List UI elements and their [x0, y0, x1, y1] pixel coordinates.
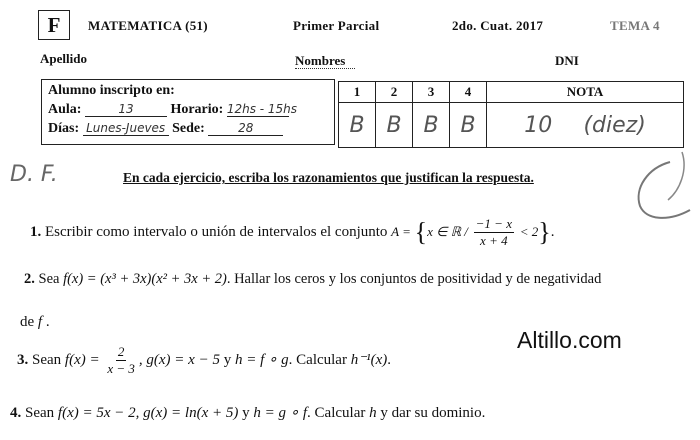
- exam-name: Primer Parcial: [293, 18, 380, 33]
- corrector-signature-icon: [610, 140, 700, 230]
- grade-mark-2: [376, 103, 413, 148]
- grade-mark-3-text: B: [423, 112, 439, 138]
- student-info-box: [41, 79, 335, 145]
- grade-mark-4: [450, 103, 487, 148]
- exercise-2-formula: f(x) = (x³ + 3x)(x² + 3x + 2): [63, 271, 227, 287]
- grade-header-1: 1: [339, 82, 376, 103]
- dias-row: [48, 121, 283, 137]
- exam-letter-box: F: [38, 10, 70, 40]
- apellido-label: Apellido: [40, 51, 87, 66]
- exercise-4-y: y: [242, 405, 250, 421]
- exercise-4-text-b: . Calcular: [307, 405, 366, 421]
- close-brace-icon: }: [538, 217, 551, 247]
- exercise-1-fraction-den: x + 4: [480, 233, 508, 248]
- nombres-label: Nombres: [295, 53, 346, 68]
- exercise-2-cont-f: f: [37, 314, 43, 330]
- exercise-3-text-a: Sean: [32, 351, 62, 368]
- horario-value: 12hs - 15hs: [226, 102, 298, 116]
- aula-label: Aula:: [48, 102, 82, 117]
- exercise-4-number: 4.: [10, 405, 22, 421]
- sede-value: 28: [208, 121, 283, 136]
- exercise-3-fraction-num: 2: [117, 344, 125, 359]
- instruction-text: En cada ejercicio, escriba los razonamientos que justifican la respuesta.: [123, 170, 534, 185]
- exercise-3: 3. Sean f(x) = $\frac{2}{x - 3}$ , g(x) = x − 5 y h = f ∘ g. Calcular h⁻¹(x).: [17, 344, 392, 376]
- grade-header-2: 2: [376, 82, 413, 103]
- exercise-2-text-b: . Hallar los ceros y los conjuntos de positividad y de negatividad: [226, 271, 602, 287]
- exercise-3-g: , g(x) = x − 5: [138, 351, 220, 368]
- grade-mark-3: [413, 103, 450, 148]
- exercise-2: [24, 271, 601, 288]
- horario-label: Horario:: [170, 102, 224, 117]
- dni-label: DNI: [555, 53, 579, 68]
- watermark: Altillo.com: [517, 327, 622, 353]
- exercise-4-h2: h: [369, 405, 377, 421]
- exercise-3-number: 3.: [17, 351, 29, 368]
- exercise-3-fraction-den: x − 3: [107, 361, 135, 376]
- grades-table: [338, 81, 684, 148]
- dias-value: Lunes-Jueves: [83, 121, 169, 136]
- nota-words: (diez): [583, 112, 646, 138]
- grade-mark-1: [339, 103, 376, 148]
- exercise-1-fraction-num: −1 − x: [475, 216, 512, 231]
- exercise-4-text-c: y dar su dominio.: [380, 405, 486, 421]
- exercise-2-number: 2.: [24, 271, 35, 287]
- dias-label: Días:: [48, 121, 80, 136]
- exercise-4-text-a: Sean: [25, 405, 55, 421]
- exercise-3-text-b: . Calcular: [288, 351, 347, 368]
- grade-mark-1-text: B: [349, 112, 365, 138]
- exercise-3-f-lhs: f(x) =: [64, 351, 100, 368]
- grade-header-3: 3: [413, 82, 450, 103]
- open-brace-icon: {: [414, 217, 428, 247]
- grade-header-nota: NOTA: [487, 82, 684, 103]
- sede-label: Sede:: [172, 121, 205, 136]
- exercise-4: [10, 403, 485, 422]
- exercise-1: 1. Escribir como intervalo o unión de intervalos el conjunto A = {x ∈ ℝ / $\frac{-1 - x}{x + 4}$ < 2}.: [30, 216, 555, 248]
- grade-mark-4-text: B: [460, 112, 476, 138]
- nombres-line: [295, 68, 355, 69]
- aula-row: [48, 102, 298, 118]
- margin-initials: D. F.: [10, 162, 58, 187]
- grade-mark-2-text: B: [386, 112, 402, 138]
- exercise-4-f: f(x) = 5x − 2, g(x) = ln(x + 5): [57, 405, 239, 421]
- exam-topic: TEMA 4: [610, 18, 660, 33]
- exercise-2-cont: de: [20, 314, 35, 330]
- subject-title: MATEMATICA (51): [88, 18, 208, 33]
- aula-value: 13: [85, 102, 167, 117]
- exercise-2-continuation: de f .: [20, 314, 50, 330]
- exercise-1-set: x ∈ ℝ /: [427, 223, 468, 239]
- exam-term: 2do. Cuat. 2017: [452, 18, 544, 33]
- exercise-3-hinv: h⁻¹(x): [350, 351, 388, 368]
- grade-header-4: 4: [450, 82, 487, 103]
- exercise-3-h: h = f ∘ g: [234, 351, 289, 368]
- exercise-1-tail: < 2: [519, 223, 539, 239]
- exercise-1-lhs: A =: [391, 223, 411, 239]
- exercise-3-y: y: [223, 351, 232, 368]
- exercise-1-fraction: [474, 216, 514, 249]
- exercise-1-number: 1.: [30, 223, 42, 240]
- info-title: Alumno inscripto en:: [48, 83, 175, 98]
- exercise-2-text-a: Sea: [38, 271, 60, 287]
- exercise-4-h: h = g ∘ f: [253, 405, 308, 421]
- nota-value: 10: [524, 112, 553, 138]
- exercise-3-fraction: [105, 344, 137, 377]
- exercise-1-text: Escribir como intervalo o unión de intervalos el conjunto: [45, 223, 388, 240]
